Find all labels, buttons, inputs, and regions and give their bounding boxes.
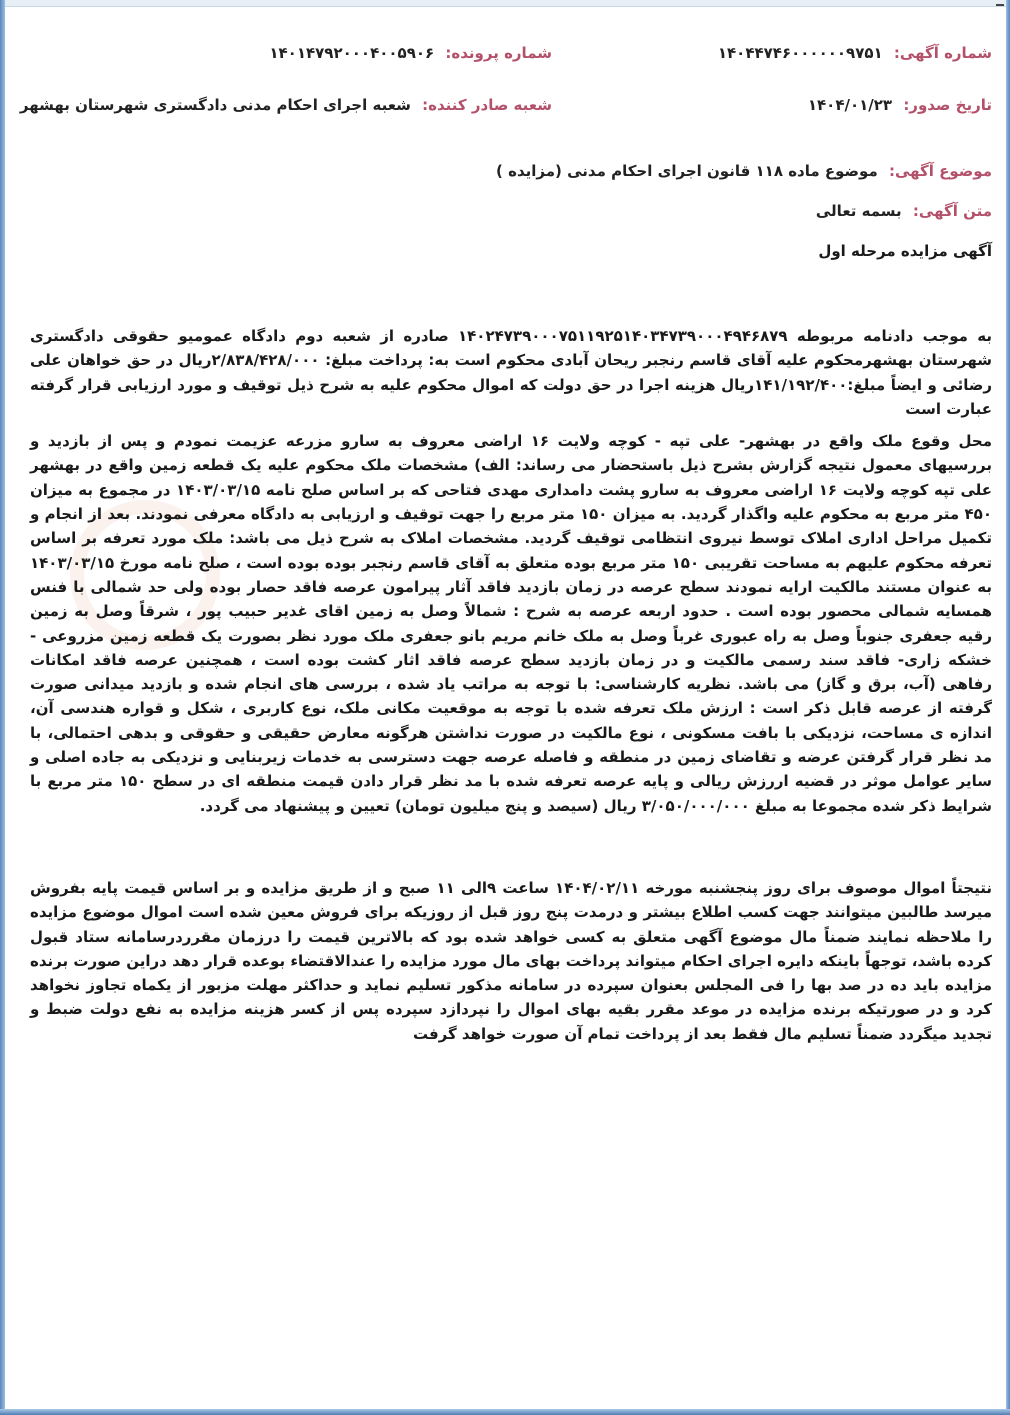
notice-document (19, 36, 992, 1046)
notice-number (718, 44, 992, 62)
meta-row-1 (30, 36, 992, 88)
notice-text-header (30, 202, 992, 220)
file-number-label: شماره پرونده: (445, 44, 552, 62)
notice-subject (30, 162, 992, 180)
body-paragraph-3: نتیجتاً اموال موصوف برای روز پنجشنبه مورخه ۱۴۰۴/۰۲/۱۱ ساعت ۹الی ۱۱ صبح و از طریق مزایده و بر اساس قیمت پایه بفروش میرسد طالبین میتوانند جهت کسب اطلاع بیشتر و درمدت پنج روز قبل از روزیکه برای فروش معین شده است اموال موضوع مزایده را ملاحظه نمایند ضمناً مال موضوع آگهی متعلق به کسی خواهد شده بود که بالاترین قیمت را درزمان مقرردرسامانه ستاد قبول کرده باشد، توجهاً باینکه دایره اجرای احکام میتواند پرداخت بهای مال مورد مزایده را عندالاقتضاء بوعده قرار دهد دراین صورت برنده مزایده باید ده در صد بها را فی المجلس بعنوان سپرده در سامانه مذکور تسلیم نماید و حداکثر مهلت مزبور از یکماه تجاوز نخواهد کرد و در صورتیکه برنده مزایده در موعد مقرر بقیه بهای اموال را نپردازد سپرده پس از کسر هزینه مزایده به نفع دولت ضبط و تجدید میگردد ضمناً تسلیم مال فقط بعد از پرداخت تمام آن صورت خواهد گرفت (30, 878, 992, 1043)
issue-date (808, 96, 992, 114)
top-edge (5, 0, 1006, 7)
issue-date-value: ۱۴۰۴/۰۱/۲۳ (807, 96, 893, 114)
body-paragraph-1: به موجب دادنامه مربوطه ۱۴۰۲۴۷۳۹۰۰۰۷۵۱۱۹۲۵۱۴۰۳۴۷۳۹۰۰۰۴۹۴۶۸۷۹ صادره از شعبه دوم دادگاه عمومیو حقوقی دادگستری شهرستان بهشهرمحکوم علیه آقای قاسم رنجبر ریحان آبادی محکوم است به: پرداخت مبلغ: ۲/۸۳۸/۴۲۸/۰۰۰ریال در حق خواهان علی رضائی و ایضاً مبلغ:۱۴۱/۱۹۲/۴۰۰ریال هزینه اجرا در حق دولت که اموال محکوم علیه به شرح ذیل توقیف و مورد ارزیابی قرار گرفته عبارت است (30, 327, 992, 418)
notice-subject-value: موضوع ماده ۱۱۸ قانون اجرای احکام مدنی (مزایده ) (496, 162, 878, 180)
issuing-branch-value: شعبه اجرای احکام مدنی دادگستری شهرستان بهشهر (19, 96, 411, 114)
issue-date-label: تاریخ صدور: (903, 96, 992, 114)
issuing-branch (20, 96, 552, 114)
window-frame-bottom (0, 1409, 1010, 1415)
notice-number-label: شماره آگهی: (893, 44, 992, 62)
meta-row-2 (19, 88, 992, 140)
notice-number-value: ۱۴۰۴۴۷۴۶۰۰۰۰۰۰۹۷۵۱ (717, 44, 883, 62)
notice-subject-label: موضوع آگهی: (888, 162, 992, 180)
file-number (269, 44, 552, 62)
notice-text-value: بسمه تعالی (815, 202, 902, 220)
window-frame-right (1006, 0, 1010, 1415)
corner-mark (996, 0, 1004, 6)
body-paragraph-2: محل وقوع ملک واقع در بهشهر- علی تپه - کوچه ولایت ۱۶ اراضی معروف به سارو مزرعه عزیمت نمودم و پس از بازدید و بررسیهای معمول نتیجه گزارش بشرح ذیل باستحضار می رساند: الف) مشخصات ملک محکوم علیه یک قطعه زمین واقع در بهشهر علی تپه کوچه ولایت ۱۶ اراضی معروف به سارو پشت دامداری مهدی فتاحی که بر اساس صلح نامه ۱۴۰۳/۰۳/۱۵ در مجموع به میزان ۴۵۰ متر مربع به محکوم علیه واگذار گردید. به میزان ۱۵۰ متر مربع را جهت توقیف و ارزیابی به دادگاه معرفی نمودند. بعد از انجام و تکمیل مراحل اداری املاک توسط نیروی انتظامی توقیف گردید. مشخصات املاک به شرح ذیل می باشد: ملک مورد تعرفه بر اساس تعرفه محکوم علیهم به مساحت تقریبی ۱۵۰ متر مربع بوده متعلق به آقای قاسم رنجبر بوده بوده است ، صلح نامه مورخ ۱۴۰۳/۰۳/۱۵ به عنوان مستند مالکیت ارایه نمودند سطح عرصه در زمان بازدید فاقد آثار پیرامون عرصه فاقد حصار بوده ولی حد شمالی با فنس همسایه شمالی محصور بوده است . حدود اربعه عرصه به شرح : شمالاً وصل به زمین اقای غدیر حبیب پور ، شرقاً وصل به زمین رقیه جعفری جنوباً وصل به راه عبوری غرباً وصل به ملک خانم مریم بانو جعفری ملک مورد نظر بصورت یک قطعه زمین مزروعی - خشکه زاری- فاقد سند رسمی مالکیت و در زمان بازدید سطح عرصه فاقد اثار کشت بوده است ، همچنین عرصه فاقد امکانات رفاهی (آب، برق و گاز) می باشد. نظریه کارشناسی: با توجه به مراتب یاد شده ، بررسی های انجام شده و بازدید میدانی صورت گرفته از عرصه قابل ذکر است : ارزش ملک تعرفه شده با توجه به موقعیت مکانی ملک، نوع کاربری ، شکل و قواره هندسی آن، اندازه ی مساحت، نزدیکی با بافت مسکونی ، نوع مالکیت در صورت نداشتن هرگونه معارض حقیقی و حقوقی و بدهی احتمالی، با مد نظر قرار گرفتن عرضه و تقاضای زمین در منطقه و فاصله عرصه جهت دسترسی به خدمات زیربنایی و نزدیکی به جاده اصلی و سایر عوامل موثر در قضیه اررزش ریالی و پایه عرصه تعرفه شده با مد نظر قرار دادن قیمت منطقه ای در سطح ۱۵۰ متر مربع با شرایط ذکر شده مجموعا به مبلغ ۳/۰۵۰/۰۰۰/۰۰۰ ریال (سیصد و پنج میلیون تومان) تعیین و پیشنهاد می گردد. (30, 432, 992, 815)
issuing-branch-label: شعبه صادر کننده: (422, 96, 552, 114)
notice-text-label: متن آگهی: (912, 202, 992, 220)
file-number-value: ۱۴۰۱۴۷۹۲۰۰۰۴۰۰۵۹۰۶ (269, 44, 435, 62)
window-frame-left (0, 0, 5, 1415)
notice-heading: آگهی مزایده مرحله اول (818, 242, 992, 260)
